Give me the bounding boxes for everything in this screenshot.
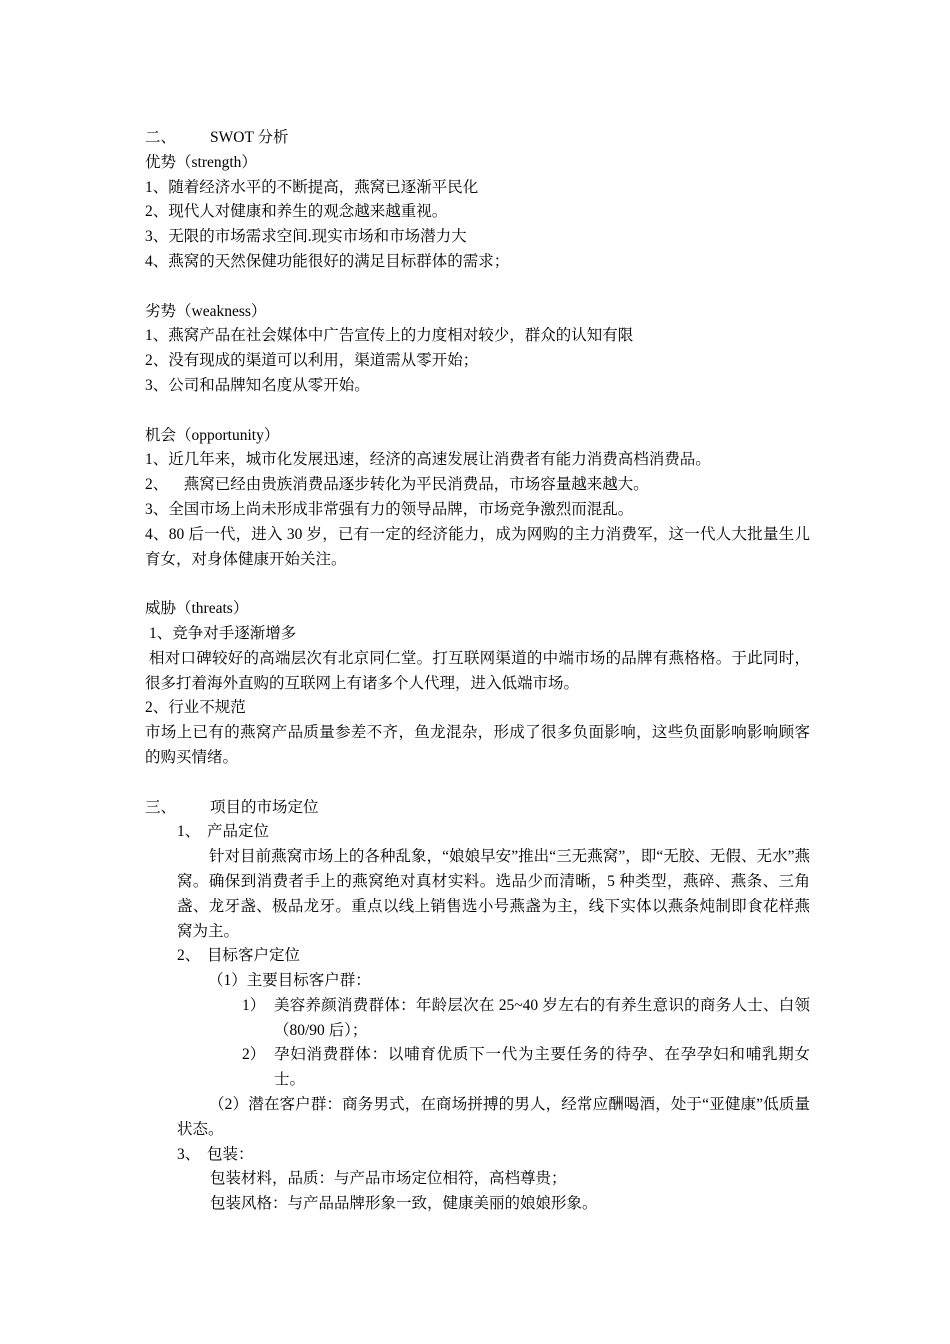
section-title: 项目的市场定位 <box>210 798 319 816</box>
list-item <box>242 994 810 1044</box>
strength-heading: 优势（strength） <box>145 153 257 171</box>
strength-item: 1、随着经济水平的不断提高，燕窝已逐渐平民化 <box>145 178 479 196</box>
threat-item-body: 相对口碑较好的高端层次有北京同仁堂。打互联网渠道的中端市场的品牌有燕格格。于此同时，很多打着海外直购的互联网上有诸多个人代理，进入低端市场。 <box>145 649 810 692</box>
subsection-title: 产品定位 <box>207 823 270 841</box>
strength-item: 3、无限的市场需求空间.现实市场和市场潜力大 <box>145 228 467 246</box>
list-item <box>242 1043 810 1093</box>
packaging-style: 包装风格：与产品品牌形象一致，健康美丽的娘娘形象。 <box>210 1195 598 1213</box>
packaging-material: 包装材料，品质：与产品市场定位相符，高档尊贵； <box>210 1170 567 1188</box>
subsection-number: 2、 <box>177 947 201 965</box>
weakness-item: 2、没有现成的渠道可以利用，渠道需从零开始； <box>145 352 479 370</box>
weakness-heading: 劣势（weakness） <box>145 302 267 320</box>
blank-line <box>145 275 810 300</box>
subsection-heading-customer <box>177 944 810 969</box>
threats-heading: 威胁（threats） <box>145 600 249 618</box>
list-item-text: 孕妇消费群体：以哺育优质下一代为主要任务的待孕、在孕孕妇和哺乳期女士。 <box>274 1046 810 1089</box>
subsection-title: 目标客户定位 <box>207 947 301 965</box>
threat-item-title: 1、竞争对手逐渐增多 <box>149 624 297 642</box>
section-heading-positioning <box>145 796 810 821</box>
section-title: SWOT 分析 <box>210 129 289 146</box>
section-heading-swot <box>145 126 810 151</box>
blank-line <box>145 572 810 597</box>
potential-customer-text: （2）潜在客户群：商务男式，在商场拼搏的男人，经常应酬喝酒，处于“亚健康”低质量状态。 <box>177 1096 810 1138</box>
weakness-item: 1、燕窝产品在社会媒体中广告宣传上的力度相对较少，群众的认知有限 <box>145 327 634 345</box>
section-number: 二、 <box>145 129 177 146</box>
subsection-number: 3、 <box>177 1145 201 1163</box>
opportunity-item: 3、全国市场上尚未形成非常强有力的领导品牌，市场竞争激烈而混乱。 <box>145 500 634 518</box>
subsection-title: 包装： <box>207 1145 254 1163</box>
strength-item: 2、现代人对健康和养生的观念越来越重视。 <box>145 203 448 221</box>
blank-line <box>145 399 810 424</box>
subsection-heading-packaging <box>177 1143 810 1168</box>
section-number: 三、 <box>145 798 177 816</box>
document-body <box>145 126 810 1217</box>
threat-item-title: 2、行业不规范 <box>145 699 246 717</box>
weakness-item: 3、公司和品牌知名度从零开始。 <box>145 376 370 394</box>
list-item-number: 1） <box>242 996 266 1014</box>
threat-item-body: 市场上已有的燕窝产品质量参差不齐，鱼龙混杂，形成了很多负面影响，这些负面影响影响顾客的购买情绪。 <box>145 724 810 766</box>
subsection-number: 1、 <box>177 823 201 841</box>
opportunity-item: 2、 燕窝已经由贵族消费品逐步转化为平民消费品，市场容量越来越大。 <box>145 476 649 494</box>
blank-line <box>145 771 810 796</box>
list-item-text: 美容养颜消费群体：年龄层次在 25~40 岁左右的有养生意识的商务人士、白领（80/90 后）； <box>274 996 810 1039</box>
subsection-heading-product <box>177 820 810 845</box>
opportunity-item: 4、80 后一代，进入 30 岁，已有一定的经济能力，成为网购的主力消费军，这一代人大批量生儿育女，对身体健康开始关注。 <box>145 525 810 568</box>
strength-item: 4、燕窝的天然保健功能很好的满足目标群体的需求； <box>145 252 510 270</box>
opportunity-heading: 机会（opportunity） <box>145 426 280 444</box>
list-item-number: 2） <box>242 1046 266 1064</box>
product-body: 针对目前燕窝市场上的各种乱象，“娘娘早安”推出“三无燕窝”，即“无胶、无假、无水”燕窝。确保到消费者手上的燕窝绝对真材实料。选品少而清晰，5 种类型，燕碎、燕条、三角盏、龙牙盏、极品龙牙。重点以线上销售选小号燕盏为主，线下实体以燕条炖制即食花样燕窝为主。 <box>177 848 810 940</box>
main-customer-heading: （1）主要目标客户群： <box>208 972 371 990</box>
opportunity-item: 1、近几年来，城市化发展迅速，经济的高速发展让消费者有能力消费高档消费品。 <box>145 451 711 469</box>
